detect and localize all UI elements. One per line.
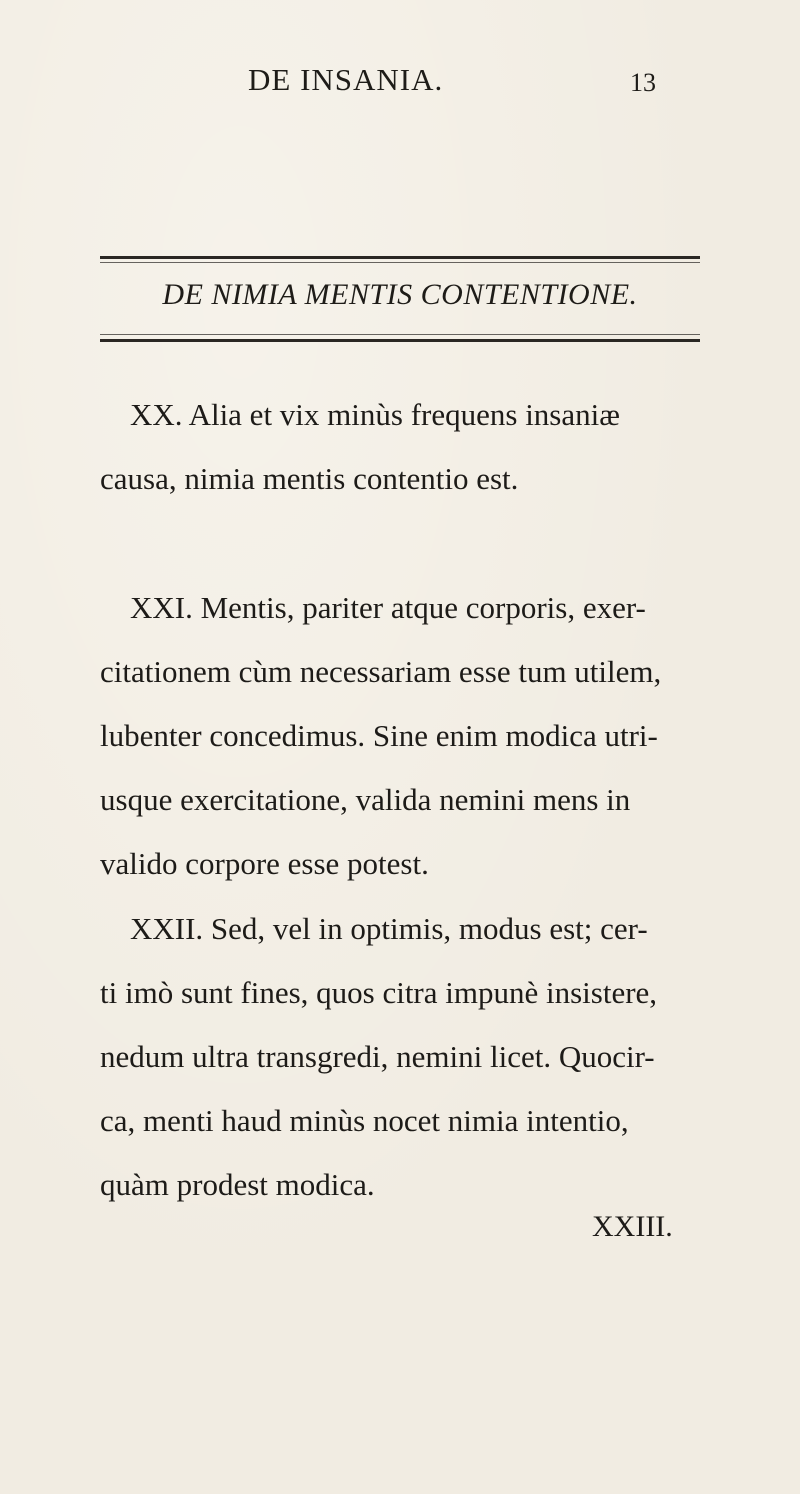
paragraph-line: quàm prodest modica. [100, 1167, 375, 1202]
paragraph-line: lubenter concedimus. Sine enim modica utri- [100, 718, 658, 753]
paragraph-line: XX. Alia et vix minùs frequens insaniæ [130, 397, 620, 432]
paragraph-line: causa, nimia mentis contentio est. [100, 461, 519, 496]
paragraph-line: ti imò sunt fines, quos citra impunè insistere, [100, 975, 658, 1010]
paragraph-xxi [100, 576, 700, 896]
catchword: XXIII. [592, 1210, 673, 1243]
paragraph-line: usque exercitatione, valida nemini mens in [100, 782, 631, 817]
running-title: DE INSANIA. [248, 62, 444, 97]
section-title: DE NIMIA MENTIS CONTENTIONE. [162, 278, 638, 311]
top-rule-thick [100, 256, 700, 259]
paragraph-xxii [100, 897, 700, 1217]
paragraph-line: ca, menti haud minùs nocet nimia intentio, [100, 1103, 629, 1138]
paragraph-line: nedum ultra transgredi, nemini licet. Quocir- [100, 1039, 655, 1074]
page-number: 13 [630, 68, 656, 97]
paragraph-line: valido corpore esse potest. [100, 846, 429, 881]
paragraph-line: XXI. Mentis, pariter atque corporis, exer- [130, 590, 646, 625]
paragraph-xx [100, 383, 700, 511]
paragraph-line: citationem cùm necessariam esse tum utilem, [100, 654, 662, 689]
paragraph-line: XXII. Sed, vel in optimis, modus est; cer- [130, 911, 648, 946]
bottom-rule-thick [100, 339, 700, 342]
top-rule-thin [100, 262, 700, 263]
bottom-rule-thin [100, 334, 700, 335]
running-head [0, 62, 800, 102]
